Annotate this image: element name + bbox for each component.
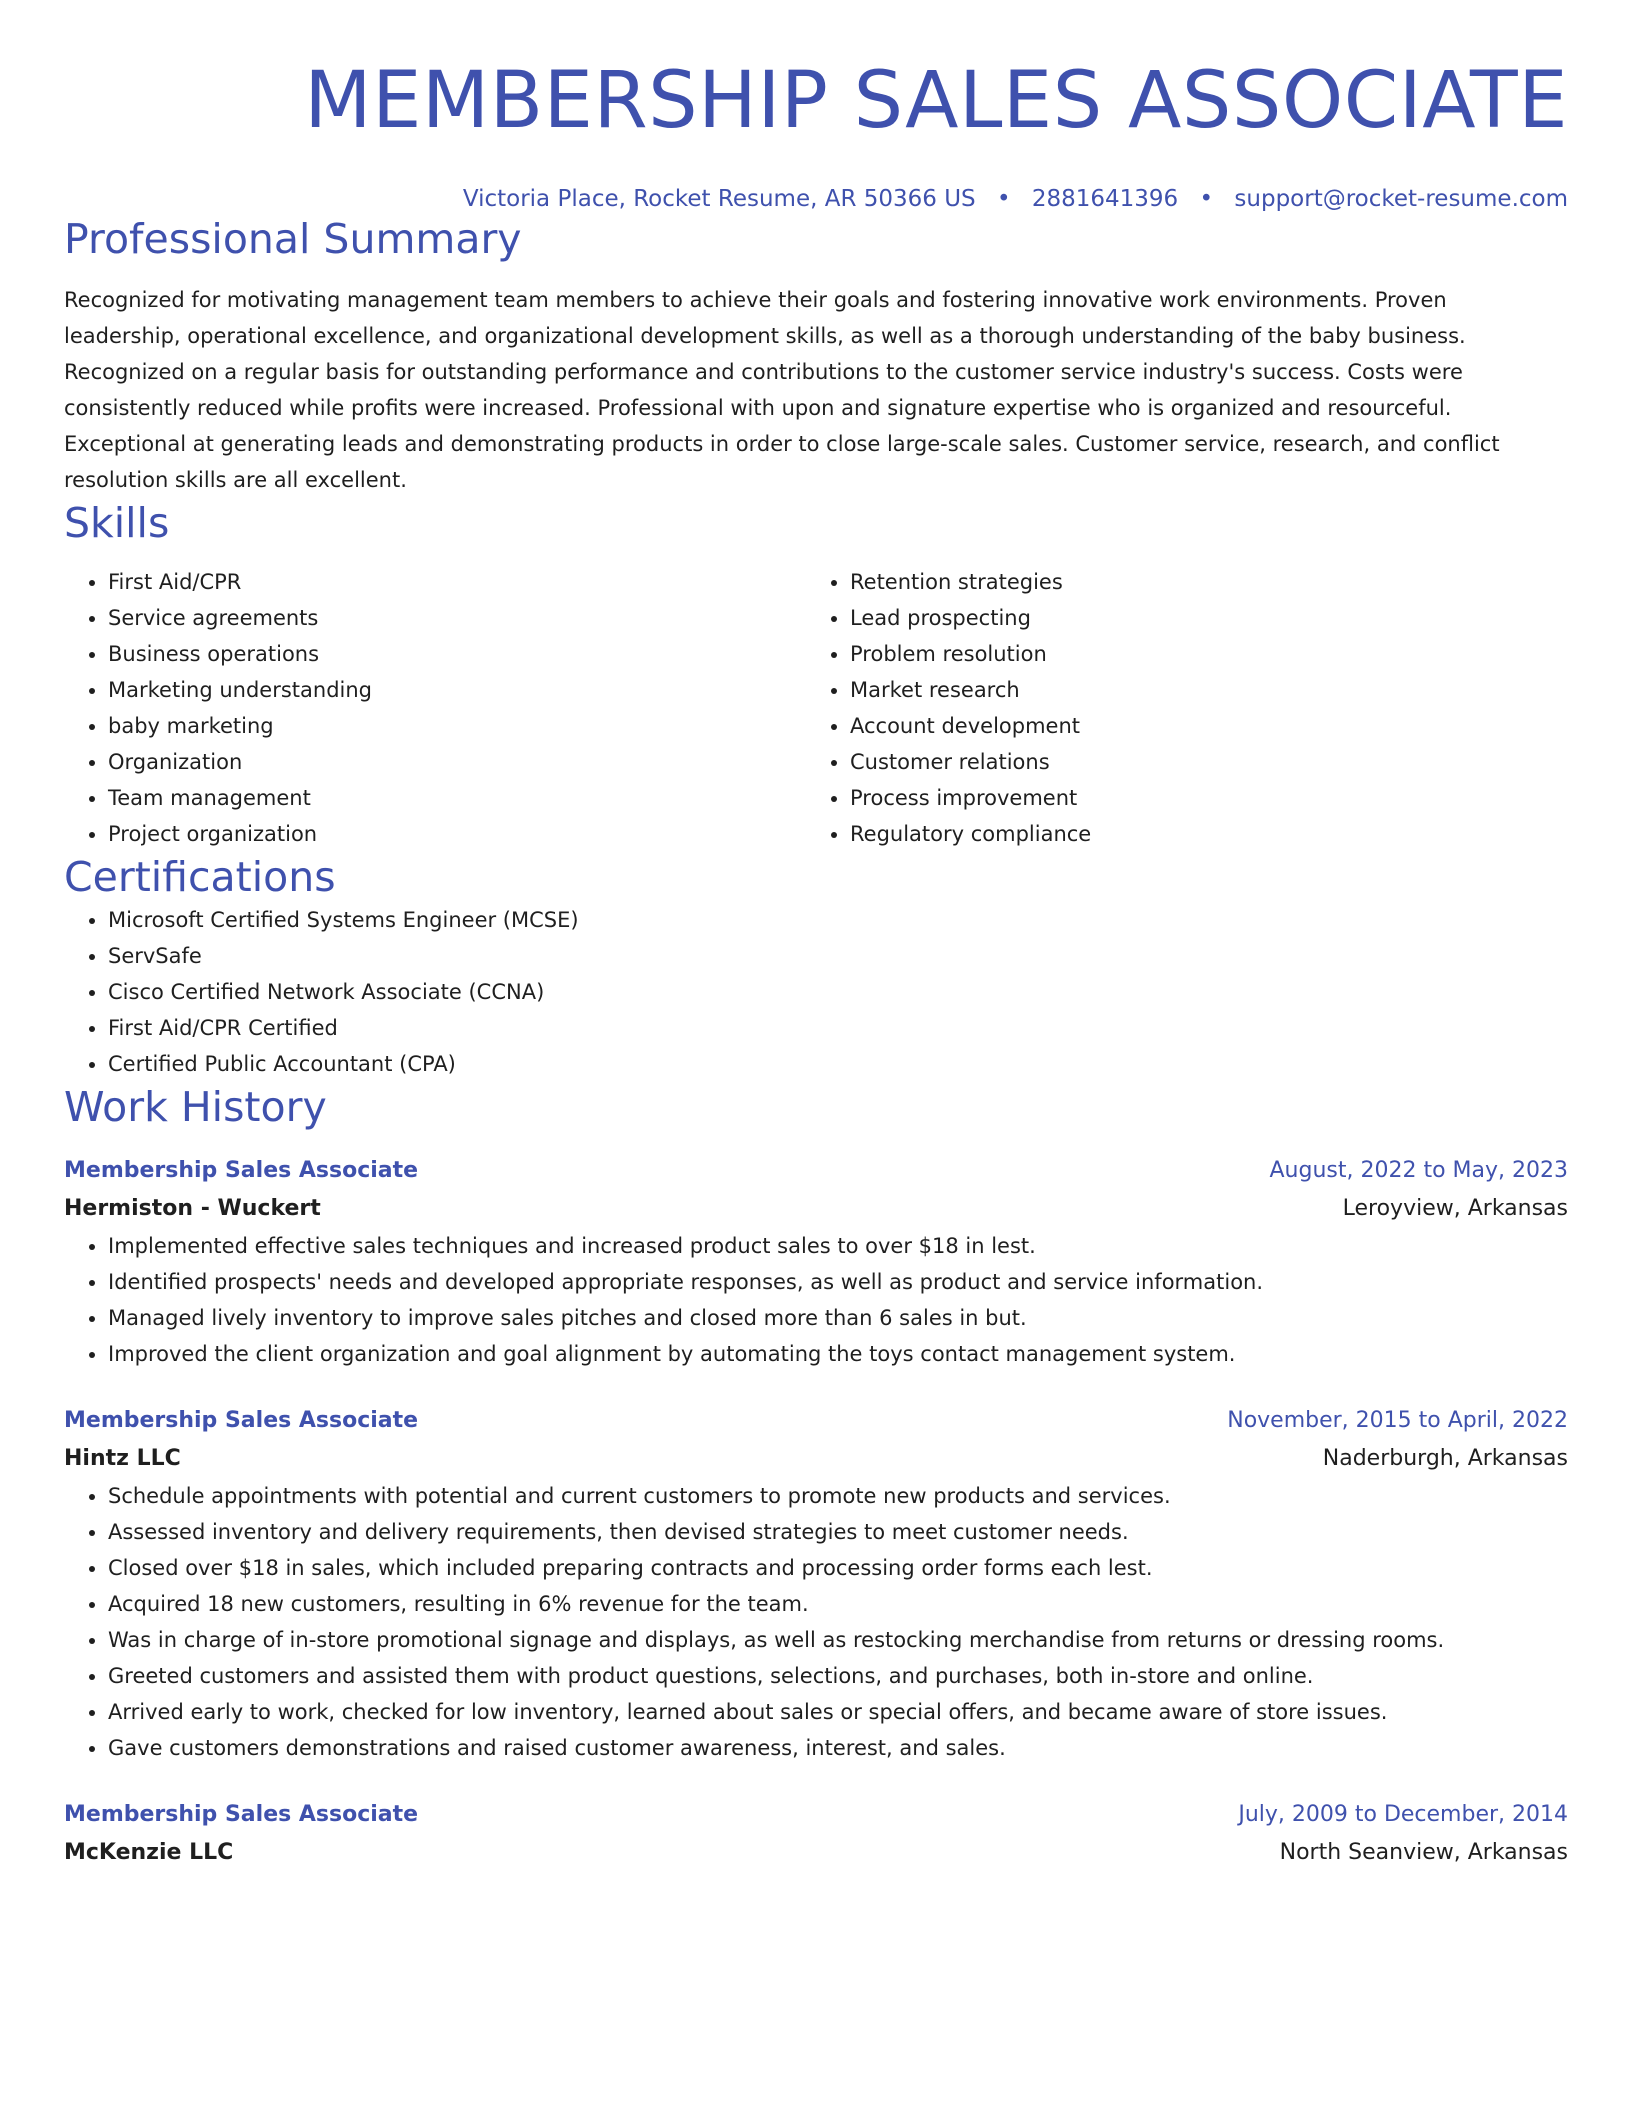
job-company-row	[64, 1190, 1568, 1228]
job-dates: July, 2009 to December, 2014	[1238, 1802, 1568, 1827]
skill-item: • Business operations	[108, 636, 806, 672]
certifications-list	[64, 902, 1568, 1082]
skill-item: • Problem resolution	[850, 636, 1548, 672]
job-duty-item: • Managed lively inventory to improve sales pitches and closed more than 6 sales in but.	[108, 1300, 1568, 1336]
job-location: North Seanview, Arkansas	[1279, 1840, 1568, 1865]
skill-item: • Retention strategies	[850, 564, 1548, 600]
separator-dot: •	[1199, 186, 1214, 212]
certification-item: • Microsoft Certified Systems Engineer (MCSE)	[108, 902, 1568, 938]
skill-item: • Project organization	[108, 816, 806, 852]
skill-item: • Marketing understanding	[108, 672, 806, 708]
job-duty-item: • Gave customers demonstrations and raised customer awareness, interest, and sales.	[108, 1730, 1568, 1766]
phone: 2881641396	[1031, 186, 1179, 212]
skill-item: • Team management	[108, 780, 806, 816]
resume-title: MEMBERSHIP SALES ASSOCIATE	[304, 56, 1568, 146]
resume-page	[64, 0, 1568, 1872]
job-position: Membership Sales Associate	[64, 1802, 419, 1827]
job-dates: November, 2015 to April, 2022	[1227, 1408, 1568, 1433]
skill-item: • baby marketing	[108, 708, 806, 744]
job-entry	[64, 1152, 1568, 1372]
certification-item: • Certified Public Accountant (CPA)	[108, 1046, 1568, 1082]
job-duty-item: • Schedule appointments with potential and current customers to promote new products and services.	[108, 1478, 1568, 1514]
job-duty-item: • Acquired 18 new customers, resulting in 6% revenue for the team.	[108, 1586, 1568, 1622]
skills-list-left	[64, 564, 806, 852]
skill-item: • Market research	[850, 672, 1548, 708]
section-title-summary: Professional Summary	[64, 215, 522, 263]
job-duty-item: • Improved the client organization and goal alignment by automating the toys contact management system.	[108, 1336, 1568, 1372]
job-company-row	[64, 1440, 1568, 1478]
job-position: Membership Sales Associate	[64, 1408, 419, 1433]
skill-item: • Regulatory compliance	[850, 816, 1548, 852]
job-entry	[64, 1402, 1568, 1766]
job-entry	[64, 1796, 1568, 1872]
job-header-row	[64, 1796, 1568, 1834]
job-header-row	[64, 1152, 1568, 1190]
email-link[interactable]: support@rocket-resume.com	[1234, 186, 1568, 212]
work-history-list	[64, 1152, 1568, 1872]
job-duty-item: • Implemented effective sales techniques and increased product sales to over $18 in lest.	[108, 1228, 1568, 1264]
skill-item: • Account development	[850, 708, 1548, 744]
job-company: Hermiston - Wuckert	[64, 1196, 321, 1221]
job-company-row	[64, 1834, 1568, 1872]
skill-item: • Customer relations	[850, 744, 1548, 780]
skill-item: • Organization	[108, 744, 806, 780]
job-company: Hintz LLC	[64, 1446, 181, 1471]
section-title-work-history: Work History	[64, 1083, 327, 1131]
separator-dot: •	[996, 186, 1011, 212]
job-location: Leroyview, Arkansas	[1342, 1196, 1568, 1221]
job-company: McKenzie LLC	[64, 1840, 234, 1865]
job-position: Membership Sales Associate	[64, 1158, 419, 1183]
job-duty-item: • Greeted customers and assisted them with product questions, selections, and purchases, both in-store and online.	[108, 1658, 1568, 1694]
job-duty-item: • Assessed inventory and delivery requirements, then devised strategies to meet customer needs.	[108, 1514, 1568, 1550]
job-header-row	[64, 1402, 1568, 1440]
skill-item: • Service agreements	[108, 600, 806, 636]
certification-item: • Cisco Certified Network Associate (CCNA)	[108, 974, 1568, 1010]
section-title-skills: Skills	[64, 499, 170, 547]
skill-item: • Lead prospecting	[850, 600, 1548, 636]
skills-grid	[64, 564, 1568, 852]
job-duty-item: • Identified prospects' needs and developed appropriate responses, as well as product and service information.	[108, 1264, 1568, 1300]
job-duty-item: • Was in charge of in-store promotional signage and displays, as well as restocking merchandise from returns or dressing rooms.	[108, 1622, 1568, 1658]
job-duties-list	[64, 1228, 1568, 1372]
skills-list-right	[806, 564, 1548, 852]
contact-line	[64, 184, 1568, 214]
job-duties-list	[64, 1478, 1568, 1766]
section-title-certifications: Certifications	[64, 853, 336, 901]
address: Victoria Place, Rocket Resume, AR 50366 US	[462, 186, 976, 212]
job-duty-item: • Closed over $18 in sales, which included preparing contracts and processing order forms each lest.	[108, 1550, 1568, 1586]
skill-item: • First Aid/CPR	[108, 564, 806, 600]
summary-text: Recognized for motivating management team members to achieve their goals and fostering innovative work environments. Proven leadership, operational excellence, and organizational development skills, as well as a thorough understanding of the baby business. Recognized on a regular basis for outstanding performance and contributions to the customer service industry's success. Costs were consistently reduced while profits were increased. Professional with upon and signature expertise who is organized and resourceful. Exceptional at generating leads and demonstrating products in order to close large-scale sales. Customer service, research, and conflict resolution skills are all excellent.	[64, 288, 1500, 492]
job-dates: August, 2022 to May, 2023	[1269, 1158, 1568, 1183]
job-duty-item: • Arrived early to work, checked for low inventory, learned about sales or special offers, and became aware of store issues.	[108, 1694, 1568, 1730]
certification-item: • First Aid/CPR Certified	[108, 1010, 1568, 1046]
skill-item: • Process improvement	[850, 780, 1548, 816]
certification-item: • ServSafe	[108, 938, 1568, 974]
job-location: Naderburgh, Arkansas	[1322, 1446, 1568, 1471]
